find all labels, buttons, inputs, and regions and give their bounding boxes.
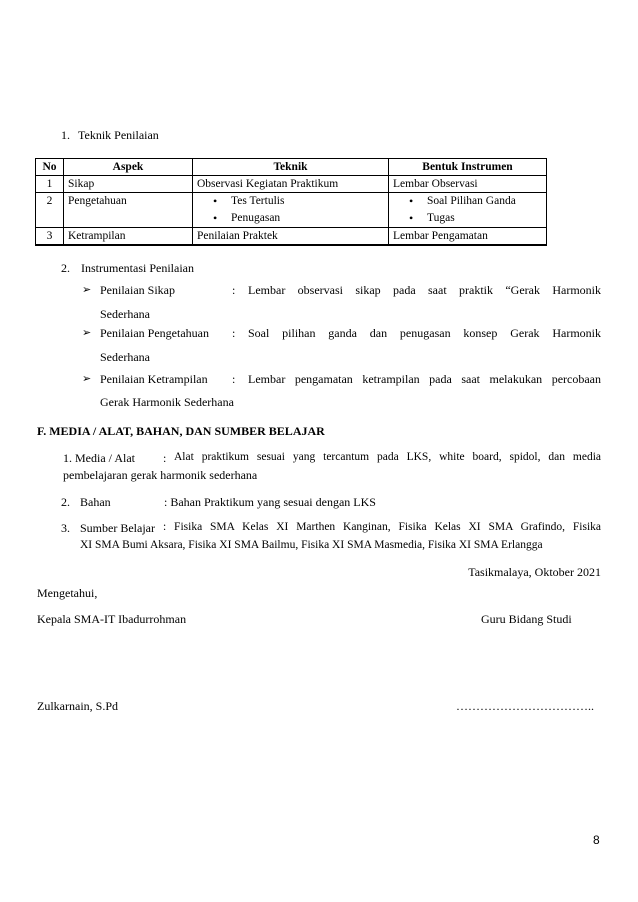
- table-header-no: No: [36, 159, 64, 176]
- page-number: 8: [593, 833, 600, 847]
- instrument-text-cont: Sederhana: [100, 307, 150, 321]
- table-cell-bentuk: Lembar Pengamatan: [389, 228, 547, 246]
- bahan-number: 2.: [61, 495, 70, 509]
- sumber-text: : Fisika SMA Kelas XI Marthen Kanginan, Fisika Kelas XI SMA Grafindo, Fisika: [163, 521, 601, 533]
- section-2-title: Instrumentasi Penilaian: [81, 261, 194, 275]
- instrument-label: Penilaian Ketrampilan: [100, 372, 208, 386]
- table-cell-no: 2: [36, 193, 64, 228]
- instrument-colon: :: [232, 283, 236, 297]
- bahan-text: : Bahan Praktikum yang sesuai dengan LKS: [164, 495, 376, 509]
- section-f-heading: F. MEDIA / ALAT, BAHAN, DAN SUMBER BELAJAR: [37, 424, 325, 438]
- table-header-aspek: Aspek: [64, 159, 193, 176]
- instrument-text-cont: Sederhana: [100, 350, 150, 364]
- list-item: • Soal Pilihan Ganda: [393, 193, 542, 210]
- principal-title: Kepala SMA-IT Ibadurrohman: [37, 612, 187, 626]
- table-cell-no: 1: [36, 176, 64, 193]
- table-cell-no: 3: [36, 228, 64, 246]
- section-1-title: Teknik Penilaian: [78, 128, 159, 142]
- assessment-table: [35, 158, 547, 246]
- media-label: 1. Media / Alat: [63, 451, 135, 465]
- list-item: • Tes Tertulis: [197, 193, 384, 210]
- list-item: • Tugas: [393, 210, 542, 227]
- table-row: [36, 228, 547, 246]
- teacher-name-placeholder: ……………………………..: [456, 699, 594, 713]
- table-cell-teknik: Penilaian Praktek: [193, 228, 389, 246]
- instrument-text: Lembar observasi sikap pada saat praktik “Gerak Harmonik: [248, 283, 601, 297]
- arrow-bullet-icon: ➢: [82, 372, 92, 385]
- media-text-cont: pembelajaran gerak harmonik sederhana: [63, 468, 258, 482]
- sumber-label: Sumber Belajar: [80, 521, 155, 535]
- media-text: Alat praktikum sesuai yang tercantum pada LKS, white board, spidol, dan media: [174, 451, 601, 463]
- arrow-bullet-icon: ➢: [82, 283, 92, 296]
- sumber-text-cont: XI SMA Bumi Aksara, Fisika XI SMA Bailmu, Fisika XI SMA Masmedia, Fisika XI SMA Erlangga: [80, 539, 543, 551]
- table-cell-teknik: [193, 193, 389, 228]
- list-item: • Penugasan: [197, 210, 384, 227]
- table-cell-aspek: Ketrampilan: [64, 228, 193, 246]
- table-header-row: [36, 159, 547, 176]
- instrument-label: Penilaian Pengetahuan: [100, 326, 209, 340]
- table-row: [36, 193, 547, 228]
- teacher-title: Guru Bidang Studi: [481, 612, 572, 626]
- media-colon: :: [163, 451, 167, 465]
- sumber-number: 3.: [61, 521, 70, 535]
- principal-name: Zulkarnain, S.Pd: [37, 699, 118, 713]
- arrow-bullet-icon: ➢: [82, 326, 92, 339]
- mengetahui-label: Mengetahui,: [37, 586, 98, 600]
- table-header-bentuk: Bentuk Instrumen: [389, 159, 547, 176]
- section-2-number: 2.: [61, 261, 70, 275]
- table-header-teknik: Teknik: [193, 159, 389, 176]
- table-cell-aspek: Sikap: [64, 176, 193, 193]
- instrument-text-cont: Gerak Harmonik Sederhana: [100, 395, 234, 409]
- instrument-label: Penilaian Sikap: [100, 283, 175, 297]
- table-cell-aspek: Pengetahuan: [64, 193, 193, 228]
- table-cell-bentuk: [389, 193, 547, 228]
- instrument-text: Soal pilihan ganda dan penugasan konsep Gerak Harmonik: [248, 326, 601, 340]
- instrument-text: Lembar pengamatan ketrampilan pada saat melakukan percobaan: [248, 372, 601, 386]
- section-1-number: 1.: [61, 128, 70, 142]
- table-row: [36, 176, 547, 193]
- table-cell-teknik: Observasi Kegiatan Praktikum: [193, 176, 389, 193]
- instrument-colon: :: [232, 372, 236, 386]
- table-cell-bentuk: Lembar Observasi: [389, 176, 547, 193]
- place-date: Tasikmalaya, Oktober 2021: [468, 565, 601, 579]
- bahan-label: Bahan: [80, 495, 111, 509]
- instrument-colon: :: [232, 326, 236, 340]
